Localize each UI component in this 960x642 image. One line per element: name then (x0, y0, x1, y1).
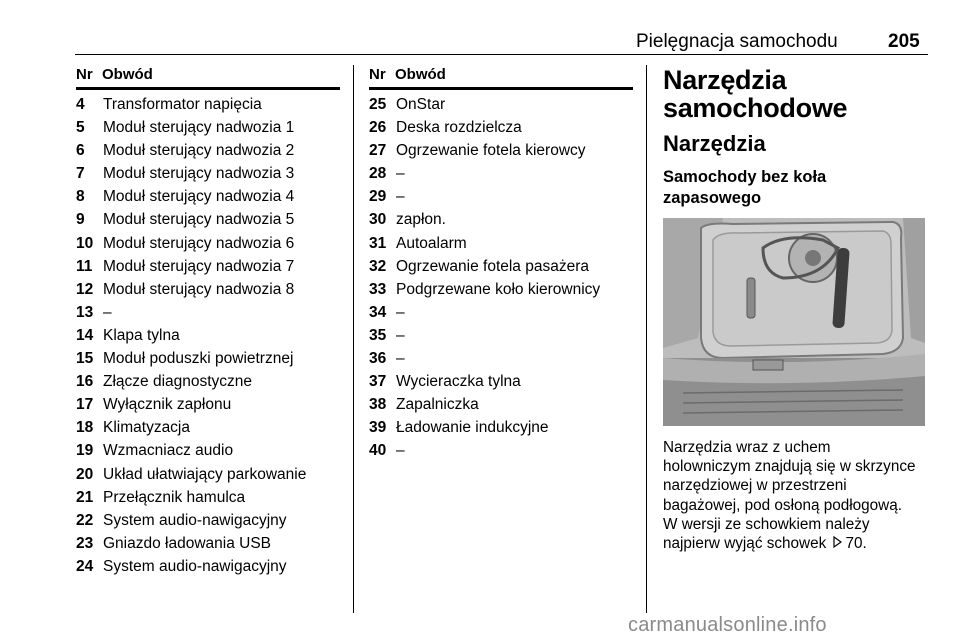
row-number: 32 (369, 257, 387, 275)
body-line: bagażowej, pod osłoną podłogową. (663, 496, 902, 514)
table-row (76, 370, 340, 393)
table-row (76, 532, 340, 555)
row-number: 27 (369, 142, 387, 160)
row-number: 12 (76, 280, 94, 298)
row-circuit-label: Ładowanie indukcyjne (396, 419, 549, 437)
table-row (369, 324, 633, 347)
row-number: 23 (76, 534, 94, 552)
row-number: 19 (76, 442, 94, 460)
section-title-line2: samochodowe (663, 93, 848, 123)
page-header-title: Pielęgnacja samochodu (636, 31, 838, 52)
column-divider-2 (646, 65, 647, 613)
table-header (369, 65, 633, 85)
table-row (369, 255, 633, 278)
row-number: 36 (369, 350, 387, 368)
row-number: 35 (369, 326, 387, 344)
table-row (76, 555, 340, 578)
row-circuit-label: Deska rozdzielcza (396, 119, 522, 137)
row-circuit-label: Moduł sterujący nadwozia 4 (103, 188, 295, 206)
page-number: 205 (888, 31, 920, 52)
row-circuit-label: Moduł sterujący nadwozia 7 (103, 257, 295, 275)
table-row (369, 185, 633, 208)
row-circuit-label: Moduł sterujący nadwozia 3 (103, 165, 295, 183)
table-row (76, 347, 340, 370)
row-circuit-label: Moduł sterujący nadwozia 1 (103, 119, 295, 137)
header-rule (75, 54, 928, 55)
row-circuit-label: – (396, 165, 405, 183)
row-circuit-label: – (396, 442, 405, 460)
row-number: 13 (76, 303, 94, 321)
table-row (369, 301, 633, 324)
row-number: 34 (369, 303, 387, 321)
body-line-with-ref (663, 534, 929, 553)
row-number: 18 (76, 419, 94, 437)
table-row (369, 370, 633, 393)
column-divider-1 (353, 65, 354, 613)
subsubtitle-line1: Samochody bez koła (663, 168, 827, 186)
table-row (369, 232, 633, 255)
row-circuit-label: – (103, 303, 112, 321)
row-number: 9 (76, 211, 85, 229)
section-subtitle: Narzędzia (663, 131, 766, 156)
row-circuit-label: OnStar (396, 96, 446, 113)
page-reference-icon (833, 534, 842, 553)
table-row (76, 416, 340, 439)
table-row (76, 463, 340, 486)
row-circuit-label: Moduł sterujący nadwozia 2 (103, 142, 295, 160)
row-number: 7 (76, 165, 85, 183)
section-body-text (663, 438, 929, 553)
row-number: 29 (369, 188, 387, 206)
table-row (369, 347, 633, 370)
row-circuit-label: Układ ułatwiający parkowanie (103, 465, 307, 483)
row-circuit-label: – (396, 326, 405, 344)
column-header-circuit: Obwód (395, 66, 446, 83)
row-number: 37 (369, 373, 387, 391)
column-header-circuit: Obwód (102, 66, 153, 83)
table-row (369, 162, 633, 185)
row-circuit-label: Wyłącznik zapłonu (103, 396, 232, 414)
row-number: 21 (76, 488, 94, 506)
table-row (76, 486, 340, 509)
table-row (76, 393, 340, 416)
row-number: 24 (76, 557, 94, 575)
row-number: 17 (76, 396, 94, 414)
row-circuit-label: System audio-nawigacyjny (103, 557, 287, 575)
row-circuit-label: Zapalniczka (396, 396, 479, 414)
row-circuit-label: Moduł sterujący nadwozia 6 (103, 234, 295, 252)
row-number: 4 (76, 96, 85, 113)
row-circuit-label: Wzmacniacz audio (103, 442, 234, 460)
row-number: 30 (369, 211, 387, 229)
row-number: 11 (76, 257, 93, 275)
subsubtitle-line2: zapasowego (663, 189, 762, 207)
column-header-nr: Nr (76, 66, 93, 83)
body-line: najpierw wyjąć schowek (663, 535, 827, 553)
row-number: 40 (369, 442, 387, 460)
table-body (369, 93, 633, 463)
table-row (76, 301, 340, 324)
table-row (76, 185, 340, 208)
row-number: 25 (369, 96, 387, 113)
tools-photo (663, 218, 925, 426)
row-circuit-label: Ogrzewanie fotela pasażera (396, 257, 590, 275)
table-row (76, 278, 340, 301)
row-number: 26 (369, 119, 387, 137)
table-row (369, 116, 633, 139)
row-circuit-label: Transformator napięcia (103, 96, 262, 113)
row-number: 8 (76, 188, 85, 206)
row-circuit-label: Złącze diagnostyczne (103, 373, 253, 391)
table-row (76, 232, 340, 255)
table-row (76, 255, 340, 278)
table-row (369, 439, 633, 462)
row-number: 15 (76, 350, 94, 368)
row-circuit-label: Autoalarm (396, 234, 467, 252)
table-row (76, 439, 340, 462)
row-circuit-label: – (396, 188, 405, 206)
table-row (76, 162, 340, 185)
row-number: 14 (76, 326, 94, 344)
row-circuit-label: Podgrzewane koło kierownicy (396, 280, 601, 298)
row-circuit-label: Moduł poduszki powietrznej (103, 350, 294, 368)
row-number: 22 (76, 511, 94, 529)
table-row (76, 509, 340, 532)
row-circuit-label: Moduł sterujący nadwozia 8 (103, 280, 295, 298)
row-circuit-label: Moduł sterujący nadwozia 5 (103, 211, 295, 229)
row-number: 6 (76, 142, 85, 160)
row-number: 28 (369, 165, 387, 183)
row-circuit-label: Klapa tylna (103, 326, 180, 344)
row-number: 10 (76, 234, 94, 252)
table-row (369, 416, 633, 439)
table-header-rule (369, 87, 633, 90)
table-row (369, 139, 633, 162)
tools-photo-illustration (663, 218, 925, 426)
table-row (76, 324, 340, 347)
table-row (76, 139, 340, 162)
row-circuit-label: Przełącznik hamulca (103, 488, 246, 506)
row-circuit-label: – (396, 303, 405, 321)
row-circuit-label: Klimatyzacja (103, 419, 190, 437)
table-header (76, 65, 340, 85)
row-circuit-label: Wycieraczka tylna (396, 373, 521, 391)
table-body (76, 93, 340, 578)
table-header-rule (76, 87, 340, 90)
body-line: narzędziowej w przestrzeni (663, 477, 847, 495)
section-subsubtitle (663, 167, 826, 209)
fuse-table-1 (76, 65, 340, 578)
row-number: 16 (76, 373, 94, 391)
table-row (369, 93, 633, 116)
body-line: Narzędzia wraz z uchem (663, 439, 831, 456)
row-circuit-label: zapłon. (396, 211, 446, 229)
table-row (76, 93, 340, 116)
row-number: 39 (369, 419, 387, 437)
page-reference-link[interactable]: 70. (845, 535, 867, 553)
table-row (76, 208, 340, 231)
section-title (663, 66, 847, 122)
body-line: holowniczym znajdują się w skrzynce (663, 458, 916, 476)
table-row (369, 278, 633, 301)
fuse-table-2 (369, 65, 633, 463)
section-title-line1: Narzędzia (663, 65, 787, 95)
table-row (76, 116, 340, 139)
row-circuit-label: – (396, 350, 405, 368)
column-header-nr: Nr (369, 66, 386, 83)
watermark: carmanualsonline.info (628, 614, 827, 636)
row-circuit-label: Ogrzewanie fotela kierowcy (396, 142, 586, 160)
row-number: 20 (76, 465, 94, 483)
body-line: W wersji ze schowkiem należy (663, 515, 870, 533)
row-number: 38 (369, 396, 387, 414)
row-number: 33 (369, 280, 387, 298)
row-number: 31 (369, 234, 387, 252)
table-row (369, 208, 633, 231)
row-circuit-label: Gniazdo ładowania USB (103, 534, 272, 552)
row-circuit-label: System audio-nawigacyjny (103, 511, 287, 529)
table-row (369, 393, 633, 416)
row-number: 5 (76, 119, 85, 137)
